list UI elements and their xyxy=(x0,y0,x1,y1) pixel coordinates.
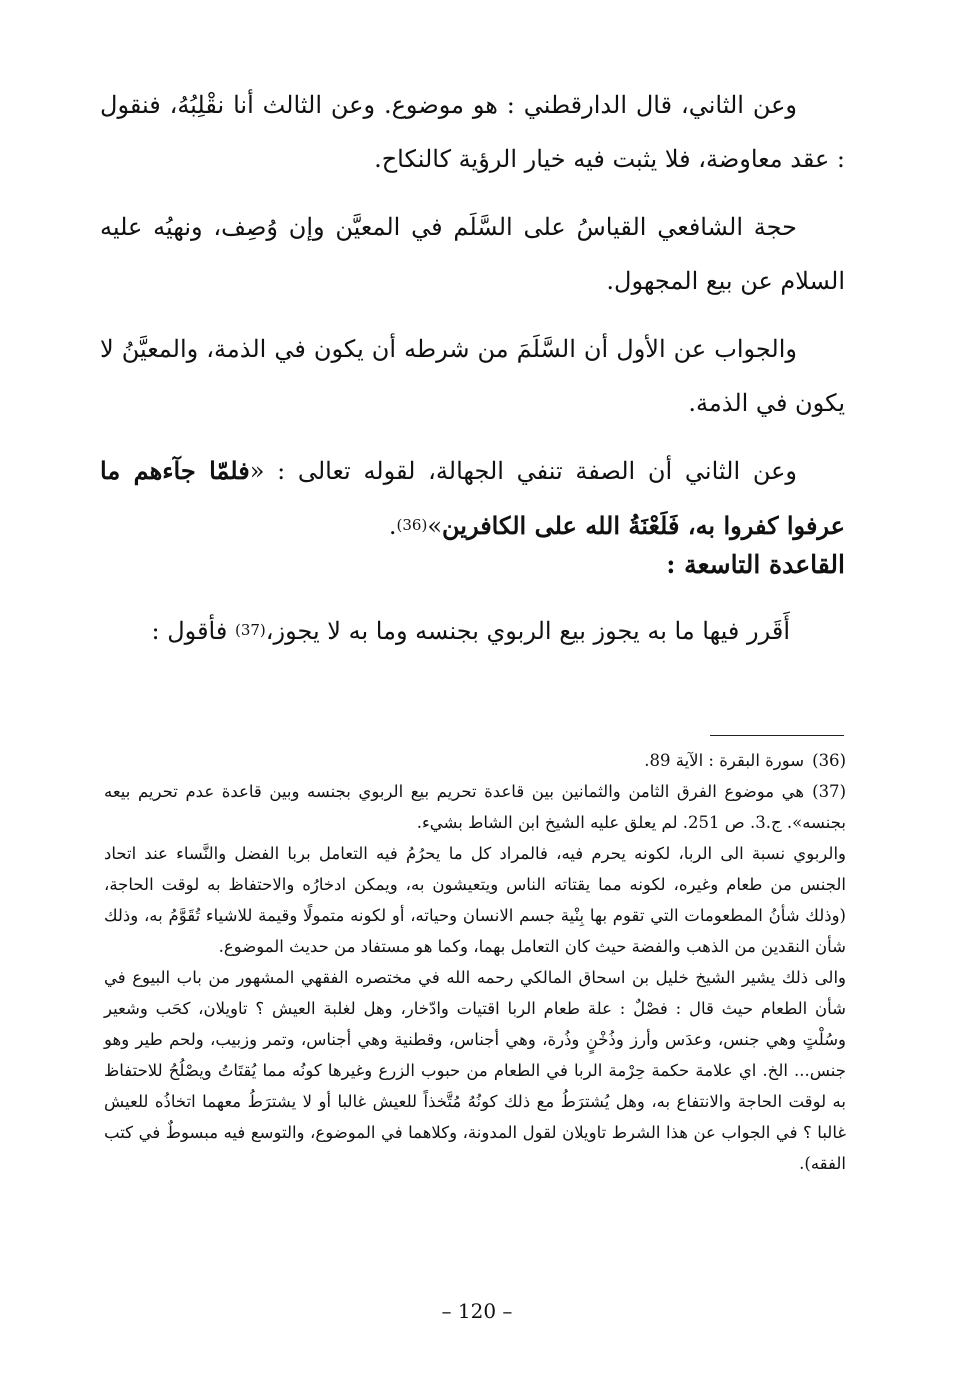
quote-close: » xyxy=(427,512,443,540)
footnote-36-number: (36) xyxy=(812,751,846,770)
footnote-36 xyxy=(104,745,846,776)
rule-intro-lead: أَقَرر فيها ما به يجوز بيع الربوي بجنسه وما به لا يجوز، xyxy=(265,617,790,645)
paragraph-4 xyxy=(100,444,845,553)
footnote-37-paragraph-2: والربوي نسبة الى الربا، لكونه يحرم فيه، فالمراد كل ما يحرُمُ فيه التعامل بربا الفضل والنَّساء عند اتحاد الجنس من طعام وغيره، لكونه مما يقتاته الناس ويتعيشون به، ويمكن ادخارُه والاحتفاظ به لوقت الحاجة، (وذلك شأنُ المطعومات التي تقوم بها بِنْية جسم الانسان وحياته، أو لكونه متمولًا وقيمة للاشياء تُقَوَّمُ به، وذلك شأن النقدين من الذهب والفضة حيث كان التعامل بهما، وكما هو مستفاد من حديث الموضوع. xyxy=(104,844,846,956)
footnotes xyxy=(104,745,846,1179)
section-heading: القاعدة التاسعة : xyxy=(666,550,845,579)
footnote-37-number: (37) xyxy=(812,782,846,801)
main-body-text xyxy=(100,78,845,567)
paragraph-3: والجواب عن الأول أن السَّلَمَ من شرطه أن يكون في الذمة، والمعيَّنُ لا يكون في الذمة. xyxy=(100,335,845,417)
paragraph-4-lead: وعن الثاني أن الصفة تنفي الجهالة، لقوله تعالى : « xyxy=(249,457,797,485)
rule-intro-tail: فأقول : xyxy=(151,617,235,645)
footnote-37-text: هي موضوع الفرق الثامن والثمانين بين قاعدة تحريم بيع الربوي بجنسه وبين قاعدة عدم تحريم بيعه بجنسه». ج.3. ص 251. لم يعلق عليه الشيخ ابن الشاط بشيء. xyxy=(104,782,846,832)
footnote-37-paragraph-3: والى ذلك يشير الشيخ خليل بن اسحاق المالكي رحمه الله في مختصره الفقهي المشهور من باب البيوع في شأن الطعام حيث قال : فصْلٌ : علة طعام الربا اقتيات وادّخار، وهل لغلبة العيش ؟ تاويلان، كحَب وشعير وسُلْتٍ وهي جنس، وعدَس وأرز وذُخْنٍ وذُرة، وهي أجناس، وقطنية وهي أجناس، وتمر وزبيب، ولحم طير وهو جنس... الخ. اي علامة حكمة حِرْمة الربا في الطعام من حبوب الزرع وغيرها كونُه مما يُقتَاتُ ويصْلُحُ للاحتفاظ به لوقت الحاجة والانتفاع به، وهل يُشترَطُ مع ذلك كونُهُ مُتَّخذاً للعيش غالبا أو لا يشترَطُ معهما اتخاذُه للعيش غالبا ؟ في الجواب عن هذا الشرط تاويلان لقول المدونة، وكلاهما في الموضوع، والتوسع فيه مبسوطٌ في كتب الفقه). xyxy=(104,968,846,1173)
footnote-ref-36: (36) xyxy=(396,516,428,534)
paragraph-1: وعن الثاني، قال الدارقطني : هو موضوع. وعن الثالث أنا نقْلِبُهُ، فنقول : عقد معاوضة، فلا يثبت فيه خيار الرؤية كالنكاح. xyxy=(100,91,845,173)
footnote-36-text: سورة البقرة : الآية 89. xyxy=(644,751,805,770)
paragraph-4-end: . xyxy=(388,512,397,540)
paragraph-2: حجة الشافعي القياسُ على السَّلَم في المعيَّن وإن وُصِف، ونهيُه عليه السلام عن بيع المجهول. xyxy=(100,213,845,295)
quran-quote: فلمّا جآءهم ما عرفوا كفروا به، فَلَعْنَةُ الله على الكافرين xyxy=(100,456,845,540)
footnote-separator xyxy=(710,735,844,736)
footnote-37 xyxy=(104,776,846,838)
footnote-ref-37: (37) xyxy=(234,621,266,639)
page-number: – 120 – xyxy=(441,1299,513,1323)
rule-intro xyxy=(150,610,790,651)
